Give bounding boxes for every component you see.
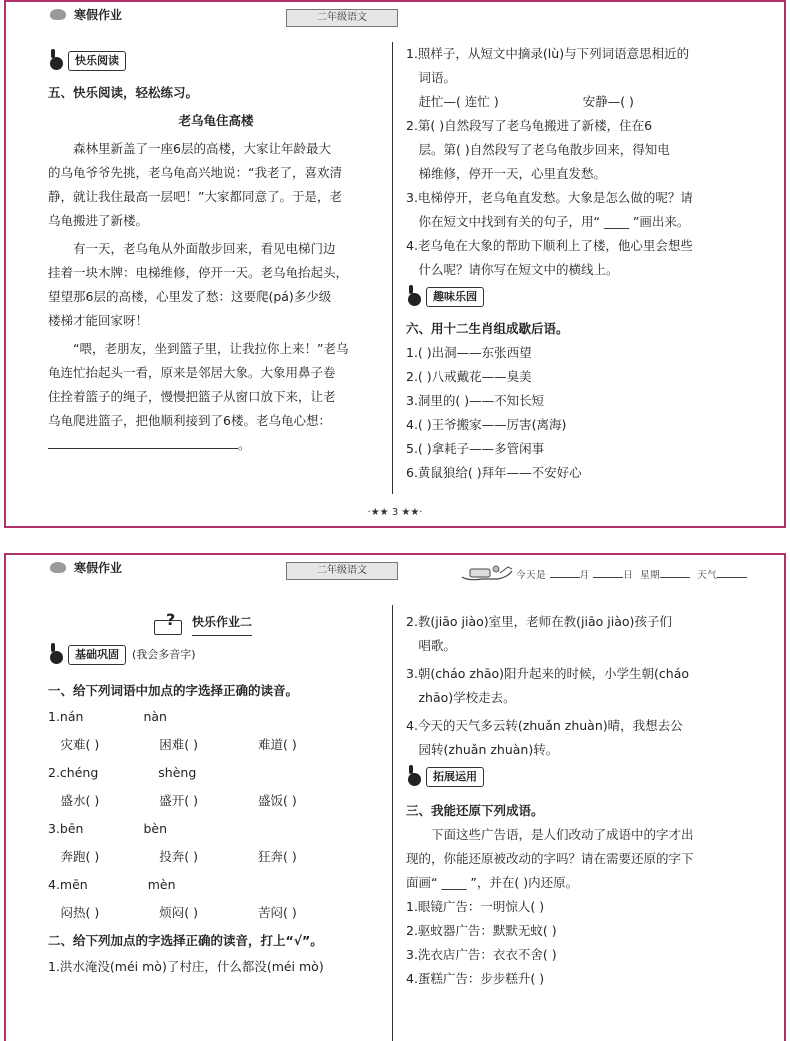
- section-heading: 二、给下列加点的字选择正确的读音，打上“√”。: [48, 933, 323, 948]
- story-paragraph-1: [48, 137, 384, 233]
- month-label: 月: [579, 570, 590, 581]
- text-line: 龟连忙抬起头一看，原来是邻居大象。大象用鼻子卷: [48, 365, 336, 380]
- page-header: [6, 555, 784, 585]
- list-item[interactable]: 2.( )八戒戴花——臭美: [406, 369, 532, 384]
- left-column: [48, 610, 384, 979]
- text-line: 森林里新盖了一座6层的高楼，大家让年龄最大: [73, 141, 331, 156]
- text-line: “喂，老朋友，坐到篮子里，让我拉你上来！”老乌: [73, 341, 349, 356]
- pinyin-group-4: [48, 873, 384, 925]
- example-row: [406, 90, 746, 114]
- example-1: 赶忙—( 连忙 ): [418, 94, 499, 109]
- pinyin-group-2: [48, 761, 384, 813]
- bird-logo-icon: [48, 7, 72, 23]
- word-answer[interactable]: 闷热( ): [60, 905, 100, 920]
- question-line: 1.照样子，从短文中摘录(lù)与下列词语意思相近的: [406, 46, 690, 61]
- page-header: [6, 2, 784, 32]
- day-label: 日: [623, 570, 634, 581]
- question-line: 4.老乌龟在大象的帮助下顺利上了楼，他心里会想些: [406, 238, 693, 253]
- column-divider: [392, 605, 393, 1041]
- word-answer[interactable]: 盛开( ): [159, 793, 198, 808]
- question-line: 什么呢？请你写在短文中的横线上。: [418, 262, 619, 277]
- badge-label: 基础巩固: [68, 645, 126, 665]
- question-line[interactable]: 1.洪水淹没(méi mò)了村庄，什么都没(méi mò): [48, 959, 324, 974]
- sleigh-icon: [458, 561, 516, 583]
- question-line: 2.第( )自然段写了老乌龟搬进了新楼，住在6: [406, 118, 653, 133]
- logo: [48, 6, 122, 23]
- homework-title-text: 快乐作业二: [192, 610, 252, 636]
- weather-label: 天气: [697, 570, 718, 581]
- month-blank[interactable]: [550, 569, 580, 578]
- section-badge: [48, 642, 196, 668]
- page-number: ·★★ 3 ★★·: [367, 507, 423, 518]
- column-divider: [392, 42, 393, 494]
- right-column: [406, 42, 746, 485]
- list-item[interactable]: 2.驱蚊器广告：默默无蚊( ): [406, 923, 557, 938]
- pinyin-options: 1.nán nàn: [48, 709, 167, 724]
- intro-line: 面画“ ____ ”，并在( )内还原。: [406, 875, 579, 890]
- question-line[interactable]: 2.教(jiāo jiào)室里，老师在教(jiāo jiào)孩子们: [406, 614, 672, 629]
- book-question-icon: [152, 610, 186, 636]
- word-answer[interactable]: 盛水( ): [60, 793, 100, 808]
- word-answer[interactable]: 烦闷( ): [159, 905, 198, 920]
- list-item[interactable]: 1.( )出洞——东张西望: [406, 345, 532, 360]
- word-row: [48, 733, 384, 757]
- homework-title: [152, 610, 384, 636]
- word-answer[interactable]: 奔跑( ): [60, 849, 100, 864]
- word-answer[interactable]: 灾难( ): [60, 737, 100, 752]
- intro-line: 下面这些广告语，是人们改动了成语中的字才出: [431, 827, 694, 842]
- section-heading: 三、我能还原下列成语。: [406, 803, 544, 818]
- word-answer[interactable]: 难道( ): [257, 737, 297, 752]
- question-line: 唱歌。: [418, 638, 457, 653]
- question-line: 层。第( )自然段写了老乌龟散步回来，得知电: [418, 142, 670, 157]
- text-line: 的乌龟爷爷先挑，老乌龟高兴地说：“我老了，喜欢清: [48, 165, 342, 180]
- right-column: [406, 610, 746, 991]
- story-paragraph-2: [48, 237, 384, 333]
- word-answer[interactable]: 苦闷( ): [257, 905, 297, 920]
- badge-label: 快乐阅读: [68, 51, 126, 71]
- pinyin-options: 4.mēn mèn: [48, 877, 176, 892]
- text-line: 挂着一块木牌：电梯维修，停开一天。老乌龟抬起头，: [48, 265, 349, 280]
- logo: [48, 559, 122, 576]
- grade-label: 二年级语文: [286, 9, 398, 27]
- question-line: 3.电梯停开，老乌龟直发愁。大象是怎么做的呢？请: [406, 190, 693, 205]
- text-line: 有一天，老乌龟从外面散步回来，看见电梯门边: [73, 241, 336, 256]
- bunny-kid-icon: [48, 643, 66, 667]
- question-line[interactable]: zhāo)学校走去。: [418, 690, 516, 705]
- question-line[interactable]: 4.今天的天气多云转(zhuǎn zhuàn)晴，我想去公: [406, 718, 683, 733]
- date-prefix: 今天是: [516, 570, 547, 581]
- list-item[interactable]: 3.洞里的( )——不知长短: [406, 393, 545, 408]
- question-line: 梯维修，停开一天，心里直发愁。: [418, 166, 607, 181]
- list-item[interactable]: 1.眼镜广告：一明惊人( ): [406, 899, 545, 914]
- story-title: 老乌龟住高楼: [178, 113, 254, 128]
- question-line: 你在短文中找到有关的句子，用“ ____ ”画出来。: [418, 214, 690, 229]
- word-row: [48, 901, 384, 925]
- word-row: [48, 789, 384, 813]
- example-2-answer[interactable]: 安静—( ): [582, 94, 634, 109]
- bunny-kid-icon: [406, 285, 424, 309]
- pinyin-options: 3.bēn bèn: [48, 821, 168, 836]
- blank-end-mark: 。: [238, 437, 251, 452]
- question-line: 词语。: [418, 70, 457, 85]
- workbook-page-3: [4, 0, 786, 528]
- section-heading: 五、快乐阅读，轻松练习。: [48, 85, 199, 100]
- bird-logo-icon: [48, 560, 72, 576]
- text-line: 住拴着篮子的绳子，慢慢把篮子从窗口放下来，让老: [48, 389, 336, 404]
- list-item[interactable]: 4.( )王爷搬家——厉害(离海): [406, 417, 567, 432]
- workbook-page-4: [4, 553, 786, 1041]
- pinyin-group-3: [48, 817, 384, 869]
- list-item[interactable]: 6.黄鼠狼给( )拜年——不安好心: [406, 465, 582, 480]
- logo-text: 寒假作业: [74, 561, 123, 575]
- day-blank[interactable]: [593, 569, 623, 578]
- weekday-blank[interactable]: [660, 569, 690, 578]
- list-item[interactable]: 4.蛋糕广告：步步糕升( ): [406, 971, 545, 986]
- section-badge: [406, 284, 484, 310]
- section-badge: [48, 48, 126, 74]
- pinyin-options: 2.chéng shèng: [48, 765, 197, 780]
- word-row: [48, 845, 384, 869]
- badge-label: 拓展运用: [426, 767, 484, 787]
- section-heading: 一、给下列词语中加点的字选择正确的读音。: [48, 683, 299, 698]
- answer-blank-line[interactable]: [48, 433, 384, 457]
- question-line[interactable]: 园转(zhuǎn zhuàn)转。: [418, 742, 559, 757]
- text-line: 楼梯才能回家呀！: [48, 313, 149, 328]
- text-line: 望望那6层的高楼，心里发了愁：这要爬(pá)多少级: [48, 289, 332, 304]
- pinyin-group-1: [48, 705, 384, 757]
- list-item[interactable]: 5.( )拿耗子——多管闲事: [406, 441, 545, 456]
- section-heading: 六、用十二生肖组成歇后语。: [406, 321, 569, 336]
- logo-text: 寒假作业: [74, 8, 123, 22]
- left-column: [48, 46, 384, 457]
- text-line: 乌龟搬进了新楼。: [48, 213, 149, 228]
- bunny-kid-icon: [406, 765, 424, 789]
- bunny-kid-icon: [48, 49, 66, 73]
- weather-blank[interactable]: [717, 569, 747, 578]
- text-line: 静，就让我住最高一层吧！”大家都同意了。于是，老: [48, 189, 342, 204]
- list-item[interactable]: 3.洗衣店广告：衣衣不舍( ): [406, 947, 557, 962]
- word-answer[interactable]: 投奔( ): [159, 849, 198, 864]
- grade-label: 二年级语文: [286, 562, 398, 580]
- badge-subtitle: (我会多音字): [132, 648, 196, 661]
- story-paragraph-3: [48, 337, 384, 457]
- word-answer[interactable]: 困难( ): [159, 737, 198, 752]
- text-line: 乌龟爬进篮子，把他顺利接到了6楼。老乌龟心想：: [48, 413, 331, 428]
- intro-line: 现的，你能还原被改动的字吗？请在需要还原的字下: [406, 851, 694, 866]
- word-answer[interactable]: 狂奔( ): [257, 849, 297, 864]
- weekday-label: 星期: [640, 570, 661, 581]
- question-line[interactable]: 3.朝(cháo zhāo)阳升起来的时候，小学生朝(cháo: [406, 666, 690, 681]
- section-badge: [406, 764, 484, 790]
- badge-label: 趣味乐园: [426, 287, 484, 307]
- word-answer[interactable]: 盛饭( ): [257, 793, 297, 808]
- date-weather-line: [516, 567, 747, 581]
